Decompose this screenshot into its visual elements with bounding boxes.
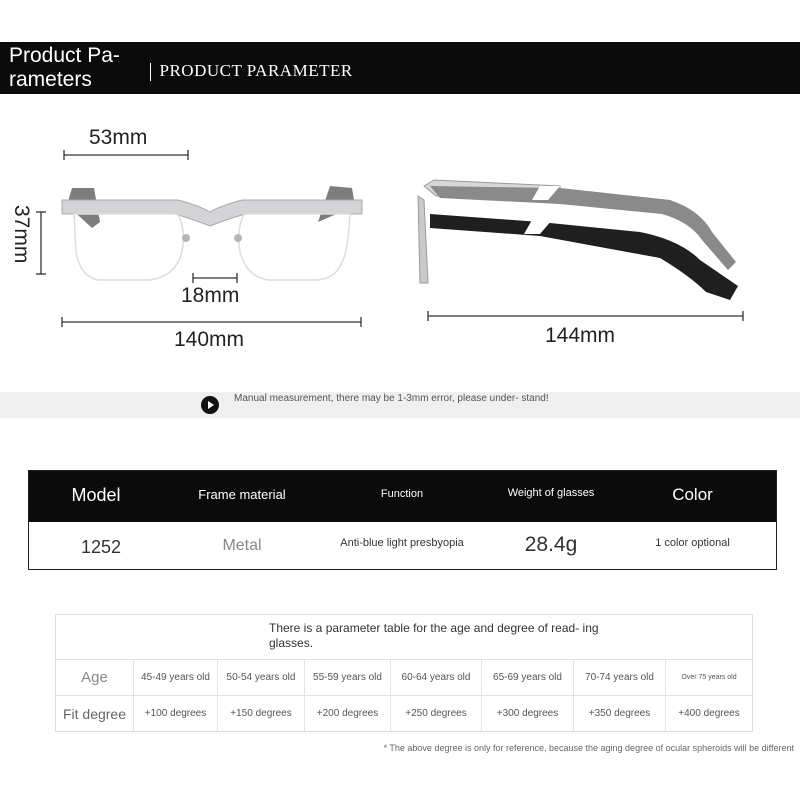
temple-length-label: 144mm: [545, 324, 616, 347]
front-view: [62, 186, 362, 280]
side-view: [418, 180, 738, 300]
page-title: Product Pa- rameters: [9, 44, 120, 91]
header-function: Function: [380, 488, 424, 500]
measurement-notice: [0, 392, 800, 418]
degree-cell: +150 degrees: [217, 696, 304, 731]
age-cell: 70-74 years old: [573, 660, 665, 695]
age-cell: 50-54 years old: [217, 660, 304, 695]
age-cell: 55-59 years old: [304, 660, 390, 695]
value-model: 1252: [80, 537, 122, 557]
side-front-rim: [418, 196, 428, 283]
frame-width-label: 140mm: [174, 328, 245, 351]
header-frame-material: Frame material: [198, 487, 286, 502]
degree-cell: +100 degrees: [133, 696, 217, 731]
age-degree-table: [55, 614, 753, 732]
value-frame-material: Metal: [222, 537, 262, 554]
age-cell: Over 75 years old: [665, 660, 752, 695]
age-cell: 65-69 years old: [481, 660, 573, 695]
model-table: [28, 470, 777, 570]
age-label: Age: [81, 669, 108, 686]
age-table-footnote: * The above degree is only for reference, because the aging degree of ocular spheroids will be different: [383, 743, 794, 753]
value-color: 1 color optional: [655, 537, 730, 549]
degree-row: [56, 695, 752, 731]
degree-cell: +200 degrees: [304, 696, 390, 731]
lens-height-label: 37mm: [10, 205, 33, 264]
degree-cell: +250 degrees: [390, 696, 481, 731]
lens-width-label: 53mm: [89, 126, 148, 149]
model-table-header: [29, 471, 776, 522]
degree-cell: +350 degrees: [573, 696, 665, 731]
degree-cell: +300 degrees: [481, 696, 573, 731]
value-weight: 28.4g: [524, 533, 578, 556]
value-function: Anti-blue light presbyopia: [340, 537, 464, 549]
play-icon: [201, 396, 219, 414]
bridge-label: 18mm: [181, 284, 240, 307]
header-model: Model: [71, 485, 121, 505]
notice-text: Manual measurement, there may be 1-3mm error, please under- stand!: [234, 393, 549, 404]
age-row: [56, 659, 752, 695]
frame-brow-bar: [62, 200, 362, 226]
right-lens: [239, 214, 350, 280]
age-table-caption: There is a parameter table for the age and degree of read- ing glasses.: [269, 621, 599, 650]
nose-pad-right: [234, 234, 242, 242]
page-subtitle: PRODUCT PARAMETER: [159, 61, 353, 80]
nose-pad-left: [182, 234, 190, 242]
age-cell: 60-64 years old: [390, 660, 481, 695]
degree-label: Fit degree: [62, 705, 127, 722]
glasses-illustration: [0, 100, 800, 380]
header-color: Color: [672, 485, 713, 504]
header-banner: [0, 42, 800, 94]
age-cell: 45-49 years old: [133, 660, 217, 695]
header-weight: Weight of glasses: [507, 487, 595, 499]
degree-cell: +400 degrees: [665, 696, 752, 731]
